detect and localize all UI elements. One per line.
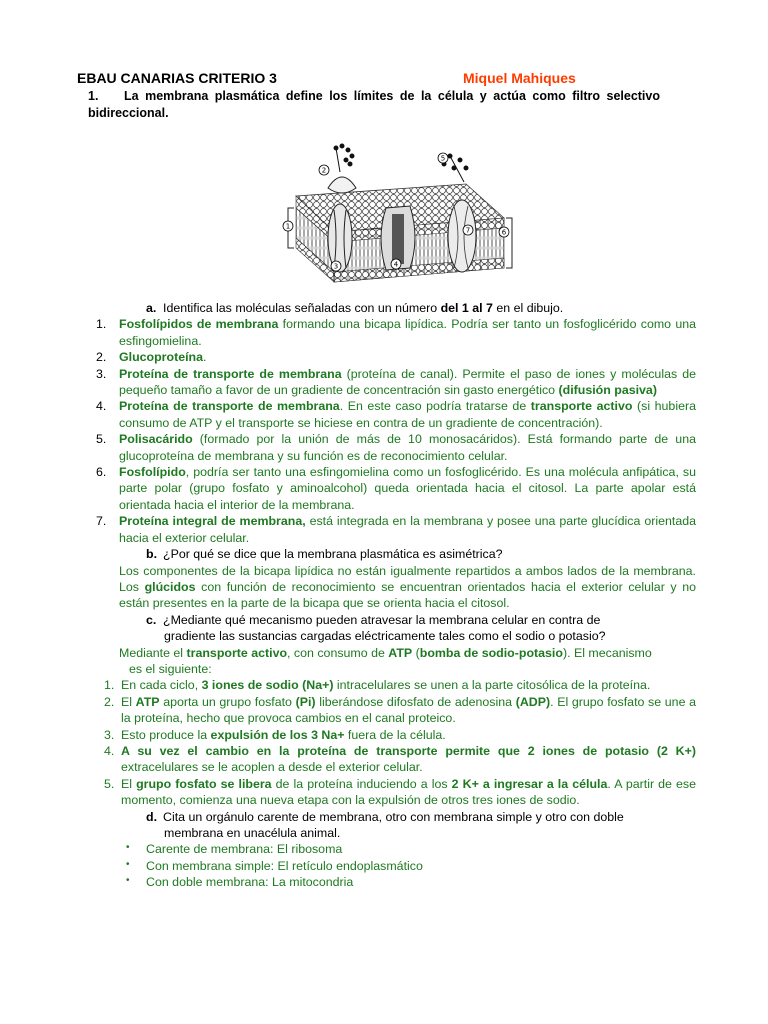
section-letter: a. — [146, 301, 157, 315]
membrane-diagram — [278, 138, 516, 298]
section-c-answer: Mediante el transporte activo, con consumo de ATP (bomba de sodio-potasio). El mecanismo es el siguiente: — [119, 645, 652, 676]
list-item: • Con doble membrana: La mitocondria — [126, 875, 354, 890]
label-2: 2 — [321, 166, 327, 175]
section-c-steps — [96, 677, 696, 808]
answers-body — [96, 300, 696, 891]
section-letter: b. — [146, 547, 158, 562]
section-a-prompt: a. Identifica las moléculas señaladas con un número del 1 al 7 en el dibujo. — [146, 301, 564, 315]
bullet-icon: • — [126, 858, 130, 870]
label-5: 5 — [440, 154, 446, 163]
list-item: 7. Proteína integral de membrana, está integrada en la membrana y posee una parte glucídica orientada hacia el exterior celular. — [96, 514, 696, 545]
list-item: 3. Esto produce la expulsión de los 3 Na+ fuera de la célula. — [104, 727, 446, 742]
list-item: 4. A su vez el cambio en la proteína de transporte permite que 2 iones de potasio (2 K+) extracelulares se le acoplen a desde el exterior celular. — [104, 743, 696, 775]
bullet-icon: • — [126, 875, 130, 887]
section-letter: d. — [146, 809, 158, 824]
bracket-6 — [506, 218, 512, 268]
header — [77, 70, 687, 88]
list-item: 2. Glucoproteína. — [96, 350, 207, 365]
list-item: 1. En cada ciclo, 3 iones de sodio (Na+) intracelulares se unen a la parte citosólica de la proteína. — [104, 678, 651, 693]
list-item: 6. Fosfolípido, podría ser tanto una esfingomielina como un fosfoglicérido. Es una molécula anfipática, su parte polar (grupo fosfato y aminoalcohol) queda orientada hacia el citosol. La parte apolar está orientada hacia el interior de la membrana. — [96, 465, 696, 512]
integral-protein-7 — [448, 200, 476, 272]
list-item: 1. Fosfolípidos de membrana formando una bicapa lipídica. Podría ser tanto un fosfoglicérido como una esfingomielina. — [96, 317, 696, 348]
section-c-prompt: c. ¿Mediante qué mecanismo pueden atravesar la membrana celular en contra de gradiente las sustancias cargadas eléctricamente tales como el sodio o potasio? — [146, 612, 606, 644]
list-item: 3. Proteína de transporte de membrana (proteína de canal). Permite el paso de iones y moléculas de pequeño tamaño a favor de un gradiente de concentración sin gasto energético (difusión pasiva) — [96, 366, 696, 398]
section-d-prompt: d. Cita un orgánulo carente de membrana, otro con membrana simple y otro con doble membrana en unacélula animal. — [146, 809, 624, 840]
channel-protein — [328, 204, 352, 272]
label-3: 3 — [333, 262, 339, 271]
question-text: La membrana plasmática define los límites de la célula y actúa como filtro selectivo bidireccional. — [88, 89, 660, 120]
label-4: 4 — [393, 260, 399, 269]
list-item: 4. Proteína de transporte de membrana. En este caso podría tratarse de transporte activo (si hubiera consumo de ATP y el transporte se hiciese en contra de un gradiente de concentración). — [96, 399, 696, 430]
label-6: 6 — [501, 228, 507, 237]
section-d-list — [96, 841, 696, 890]
question-1 — [88, 88, 660, 121]
list-item: 5. Polisacárido (formado por la unión de más de 10 monosacáridos). Está formando parte de una glucoproteína de membrana y su función es de reconocimiento celular. — [96, 432, 696, 463]
author-name: Miquel Mahiques — [463, 70, 576, 86]
label-7: 7 — [465, 226, 471, 235]
section-b-prompt: b. ¿Por qué se dice que la membrana plasmática es asimétrica? — [146, 547, 503, 562]
bullet-icon: • — [126, 842, 130, 854]
list-item: 5. El grupo fosfato se libera de la proteína induciendo a los 2 K+ a ingresar a la célula. A partir de ese momento, comienza una nueva etapa con la expulsión de otros tres iones de sodio. — [104, 776, 696, 808]
list-item: • Carente de membrana: El ribosoma — [126, 842, 343, 857]
document-title: EBAU CANARIAS CRITERIO 3 — [77, 70, 277, 86]
section-b-answer: Los componentes de la bicapa lipídica no están igualmente repartidos a ambos lados de la membrana. Los glúcidos con función de reconocimiento se encuentran orientados hacia el exterior celular y no están presentes en la parte de la bicapa que se orienta hacia el citosol. — [119, 563, 696, 611]
section-a-list — [96, 316, 696, 546]
question-number: 1. — [88, 89, 99, 103]
section-letter: c. — [146, 612, 157, 627]
list-item: 2. El ATP aporta un grupo fosfato (Pi) liberándose difosfato de adenosina (ADP). El grupo fosfato se une a la proteína, hecho que provoca cambios en el canal proteico. — [104, 694, 696, 726]
list-item: • Con membrana simple: El retículo endoplasmático — [126, 858, 423, 873]
glycoprotein — [328, 177, 356, 193]
carbohydrate-chain-2 — [334, 144, 354, 172]
label-1: 1 — [285, 222, 291, 231]
